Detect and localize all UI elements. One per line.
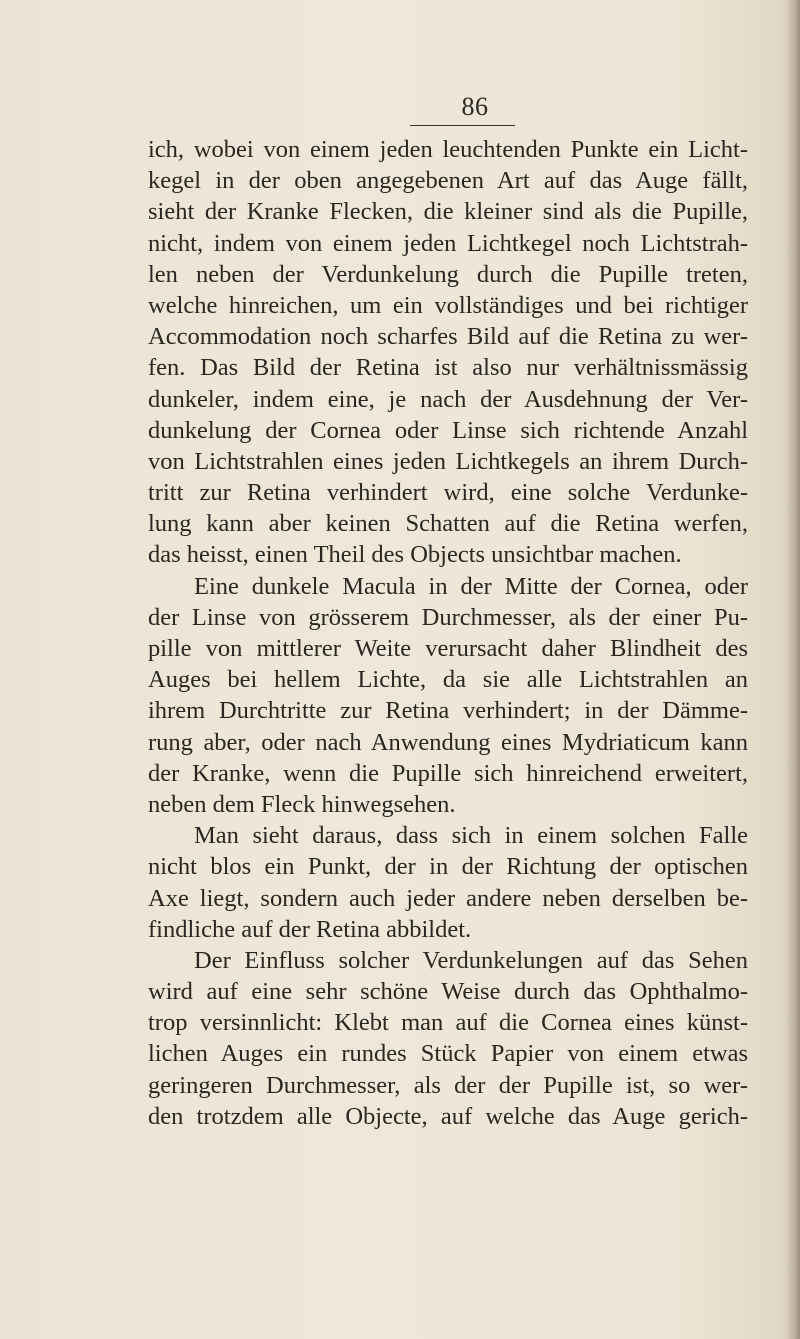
text-line: trop versinnlicht: Klebt man auf die Cornea eines künst- [148,1009,748,1037]
text-line: Auges bei hellem Lichte, da sie alle Lichtstrahlen an [148,666,748,694]
page-edge-shadow [786,0,800,1339]
text-line: Eine dunkele Macula in der Mitte der Cornea, oder [194,572,748,600]
text-line: rung aber, oder nach Anwendung eines Mydriaticum kann [148,728,748,756]
text-line: tritt zur Retina verhindert wird, eine solche Verdunke- [148,479,748,507]
text-line: dunkeler, indem eine, je nach der Ausdehnung der Ver- [148,385,748,413]
text-line: dunkelung der Cornea oder Linse sich richtende Anzahl [148,416,748,444]
text-line: von Lichtstrahlen eines jeden Lichtkegels an ihrem Durch- [148,447,748,475]
text-line: welche hinreichen, um ein vollständiges und bei richtiger [148,291,748,319]
text-line: nicht, indem von einem jeden Lichtkegel noch Lichtstrah- [148,229,748,257]
text-line: wird auf eine sehr schöne Weise durch das Ophthalmo- [148,978,748,1006]
text-line: ich, wobei von einem jeden leuchtenden Punkte ein Licht- [148,136,748,163]
text-line: das heisst, einen Theil des Objects unsichtbar machen. [148,541,682,569]
header-rule [410,125,515,126]
text-line: ihrem Durchtritte zur Retina verhindert; in der Dämme- [148,697,748,725]
text-line: findliche auf der Retina abbildet. [148,915,472,943]
text-line: Axe liegt, sondern auch jeder andere neben derselben be- [148,884,748,912]
text-line: der Kranke, wenn die Pupille sich hinreichend erweitert, [148,759,748,787]
text-line: len neben der Verdunkelung durch die Pupille treten, [148,260,748,288]
text-line: den trotzdem alle Objecte, auf welche das Auge gerich- [148,1102,748,1130]
page-number: 86 [461,92,489,121]
text-line: fen. Das Bild der Retina ist also nur verhältnissmässig [148,354,748,382]
text-line: geringeren Durchmesser, als der der Pupille ist, so wer- [148,1071,748,1099]
text-line: Der Einfluss solcher Verdunkelungen auf das Sehen [194,946,748,974]
text-line: der Linse von grösserem Durchmesser, als der einer Pu- [148,603,748,631]
text-line: pille von mittlerer Weite verursacht daher Blindheit des [148,635,748,662]
text-line: neben dem Fleck hinwegsehen. [148,790,456,818]
text-line: Accommodation noch scharfes Bild auf die Retina zu wer- [148,323,748,351]
text-line: Man sieht daraus, dass sich in einem solchen Falle [194,822,748,850]
text-line: sieht der Kranke Flecken, die kleiner sind als die Pupille, [148,198,748,226]
text-line: lichen Auges ein rundes Stück Papier von einem etwas [148,1040,748,1068]
text-line: lung kann aber keinen Schatten auf die Retina werfen, [148,510,748,538]
text-line: nicht blos ein Punkt, der in der Richtung der optischen [148,853,748,881]
body-text [148,134,748,1132]
text-line: kegel in der oben angegebenen Art auf das Auge fällt, [148,167,748,195]
